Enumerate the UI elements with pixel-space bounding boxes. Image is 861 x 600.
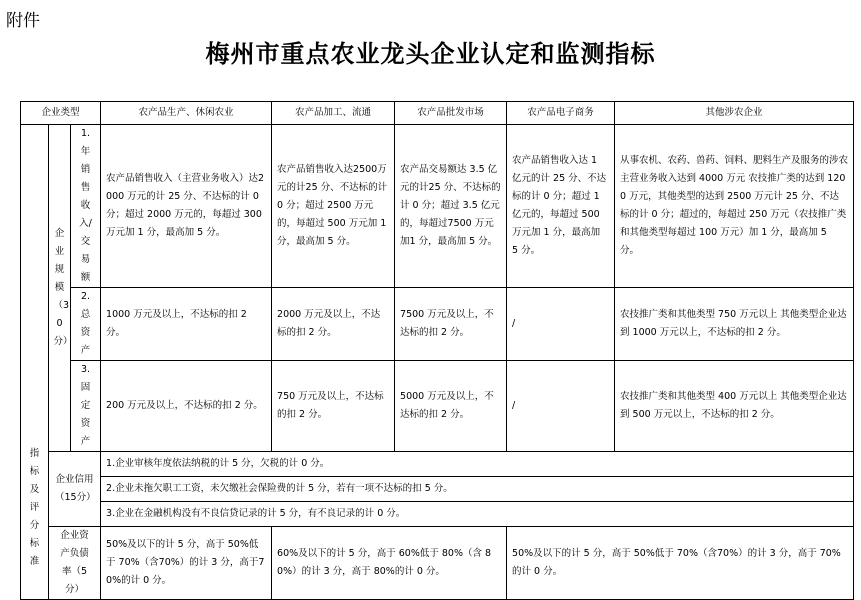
scale-cell: / (507, 361, 615, 452)
scale-cell: / (507, 288, 615, 361)
credit-label: 企业信用（15分） (49, 452, 101, 527)
table-row (21, 288, 854, 361)
scale-cell: 200 万元及以上，不达标的扣 2 分。 (101, 361, 272, 452)
header-col-ecommerce: 农产品电子商务 (507, 102, 615, 125)
debt-label: 企业资产负债率（5分） (49, 527, 101, 600)
scale-cell: 农产品销售收入（主营业务收入）达2000 万元的计 25 分、不达标的计 0 分；超过 2000 万元的，每超过 300 万元加 1 分，最高加 5 分。 (101, 125, 272, 288)
credit-item: 2.企业未拖欠职工工资，未欠缴社会保险费的计 5 分，若有一项不达标的扣 5 分。 (101, 477, 854, 502)
header-col-processing: 农产品加工、流通 (272, 102, 395, 125)
scale-label: 企业规模（30分） (49, 125, 71, 452)
table-row (21, 452, 854, 477)
table-row (21, 125, 854, 288)
scale-cell: 农技推广类和其他类型 750 万元以上 其他类型企业达到 1000 万元以上，不达标的扣 2 分。 (615, 288, 854, 361)
scale-cell: 1000 万元及以上，不达标的扣 2 分。 (101, 288, 272, 361)
scale-cell: 5000 万元及以上，不达标的扣 2 分。 (395, 361, 507, 452)
header-corner: 企业类型 (21, 102, 101, 125)
scale-cell: 7500 万元及以上，不达标的扣 2 分。 (395, 288, 507, 361)
credit-item: 1.企业审核年度依法纳税的计 5 分，欠税的计 0 分。 (101, 452, 854, 477)
scale-cell: 农产品销售收入达 1 亿元的计 25 分、不达标的计 0 分；超过 1 亿元的，每超过 500 万元加 1 分，最高加 5 分。 (507, 125, 615, 288)
debt-cell: 50%及以下的计 5 分，高于 50%低于 70%（含70%）的计 3 分，高于 70%的计 0 分。 (507, 527, 854, 600)
section-label: 指标及评分标准 (21, 125, 49, 600)
indicator-table (20, 101, 854, 600)
scale-row-label: 3.固定资产 (71, 361, 101, 452)
header-col-production: 农产品生产、休闲农业 (101, 102, 272, 125)
scale-row-label: 2.总资产 (71, 288, 101, 361)
debt-cell: 60%及以下的计 5 分，高于 60%低于 80%（含 80%）的计 3 分，高于 80%的计 0 分。 (272, 527, 507, 600)
scale-cell: 农技推广类和其他类型 400 万元以上 其他类型企业达到 500 万元以上，不达标的扣 2 分。 (615, 361, 854, 452)
header-col-wholesale: 农产品批发市场 (395, 102, 507, 125)
scale-cell: 农产品销售收入达2500万元的计25 分、不达标的计0 分；超过 2500 万元的，每超过 500 万元加 1 分，最高加 5 分。 (272, 125, 395, 288)
header-row (21, 102, 854, 125)
scale-cell: 750 万元及以上，不达标的扣 2 分。 (272, 361, 395, 452)
scale-cell: 农产品交易额达 3.5 亿元的计25 分、不达标的计 0 分；超过 3.5 亿元的，每超过7500 万元加1 分，最高加 5 分。 (395, 125, 507, 288)
attachment-label: 附件 (6, 11, 40, 31)
table-row (21, 477, 854, 502)
table-row (21, 527, 854, 600)
scale-row-label: 1.年销售收入/交易额 (71, 125, 101, 288)
scale-cell: 从事农机、农药、兽药、饲料、肥料生产及服务的涉农主营业务收入达到 4000 万元 农技推广类的达到 1200 万元，其他类型的达到 2500 万元计 25 分、不达标的计 0 分；超过的，每超过 250 万元（农技推广类和其他类型每超过 100 万元）加 1 分，最高加 5 分。 (615, 125, 854, 288)
table-row (21, 361, 854, 452)
scale-cell: 2000 万元及以上，不达标的扣 2 分。 (272, 288, 395, 361)
table-row (21, 502, 854, 527)
page-title: 梅州市重点农业龙头企业认定和监测指标 (205, 40, 656, 68)
header-col-other: 其他涉农企业 (615, 102, 854, 125)
debt-cell: 50%及以下的计 5 分，高于 50%低于 70%（含70%）的计 3 分，高于70%的计 0 分。 (101, 527, 272, 600)
credit-item: 3.企业在金融机构没有不良信贷记录的计 5 分，有不良记录的计 0 分。 (101, 502, 854, 527)
